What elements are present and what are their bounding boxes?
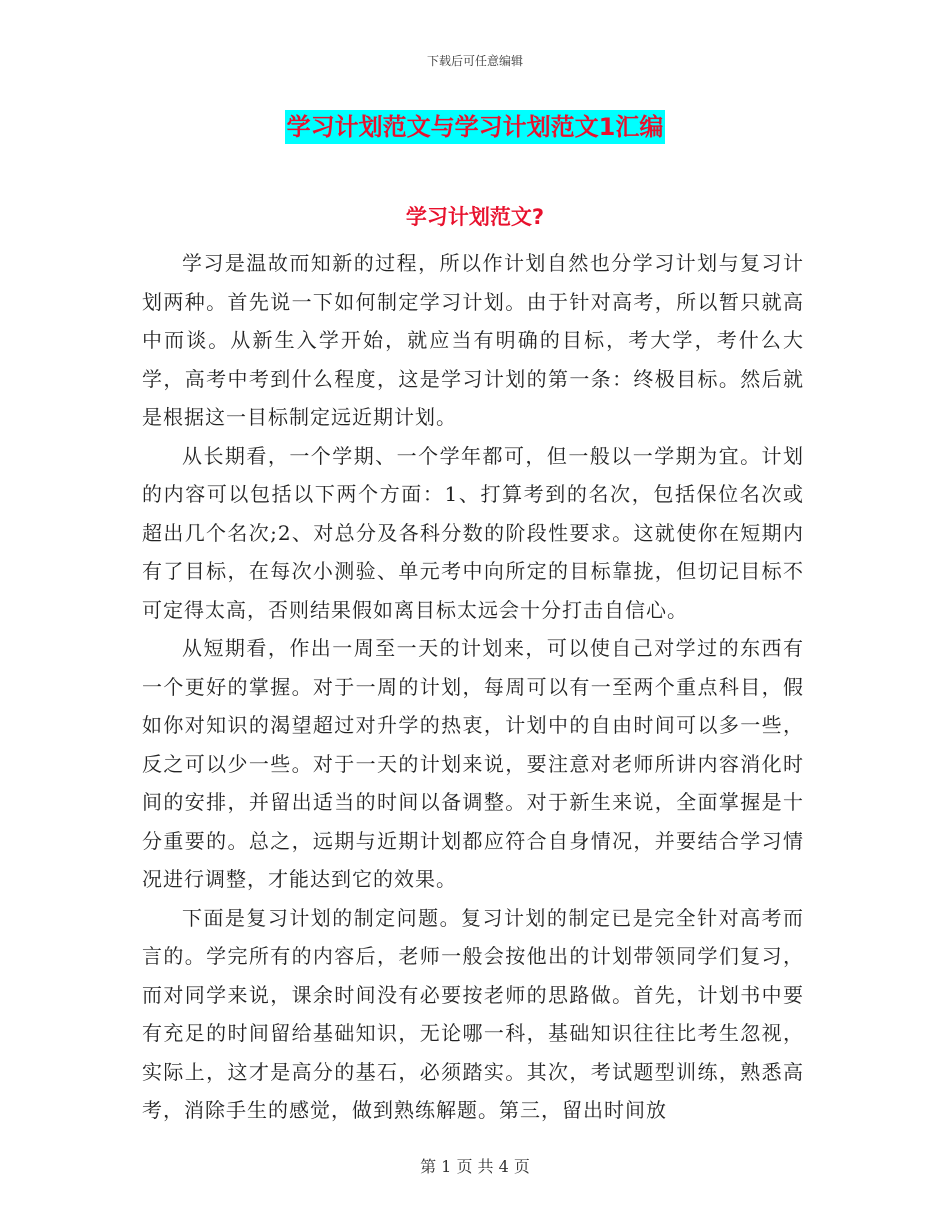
section-title: 学习计划范文? bbox=[405, 205, 545, 229]
page-header: 下载后可任意编辑 bbox=[426, 54, 523, 68]
paragraph: 学习是温故而知新的过程，所以作计划自然也分学习计划与复习计划两种。首先说一下如何制定学习计划。由于针对高考，所以暂只就高中而谈。从新生入学开始，就应当有明确的目标，考大学，考什么大学，高考中考到什么程度，这是学习计划的第一条：终极目标。然后就是根据这一目标制定远近期计划。 bbox=[142, 251, 804, 429]
paragraph: 从短期看，作出一周至一天的计划来，可以使自己对学过的东西有一个更好的掌握。对于一周的计划，每周可以有一至两个重点科目，假如你对知识的渴望超过对升学的热衷，计划中的自由时间可以多一些，反之可以少一些。对于一天的计划来说，要注意对老师所讲内容消化时间的安排，并留出适当的时间以备调整。对于新生来说，全面掌握是十分重要的。总之，远期与近期计划都应符合自身情况，并要结合学习情况进行调整，才能达到它的效果。 bbox=[142, 636, 804, 891]
title-wrapper bbox=[0, 110, 950, 144]
page-footer: 第 1 页 共 4 页 bbox=[420, 1157, 530, 1176]
paragraph: 从长期看，一个学期、一个学年都可，但一般以一学期为宜。计划的内容可以包括以下两个方面：1、打算考到的名次，包括保位名次或超出几个名次;2、对总分及各科分数的阶段性要求。这就使你在短期内有了目标，在每次小测验、单元考中向所定的目标靠拢，但切记目标不可定得太高，否则结果假如离目标太远会十分打击自信心。 bbox=[142, 443, 804, 622]
document-body bbox=[142, 244, 804, 1130]
paragraph: 下面是复习计划的制定问题。复习计划的制定已是完全针对高考而言的。学完所有的内容后，老师一般会按他出的计划带领同学们复习，而对同学来说，课余时间没有必要按老师的思路做。首先，计划书中要有充足的时间留给基础知识，无论哪一科，基础知识往往比考生忽视，实际上，这才是高分的基石，必须踏实。其次，考试题型训练，熟悉高考，消除手生的感觉，做到熟练解题。第三，留出时间放 bbox=[142, 905, 804, 1122]
document-title: 学习计划范文与学习计划范文1汇编 bbox=[285, 110, 666, 144]
